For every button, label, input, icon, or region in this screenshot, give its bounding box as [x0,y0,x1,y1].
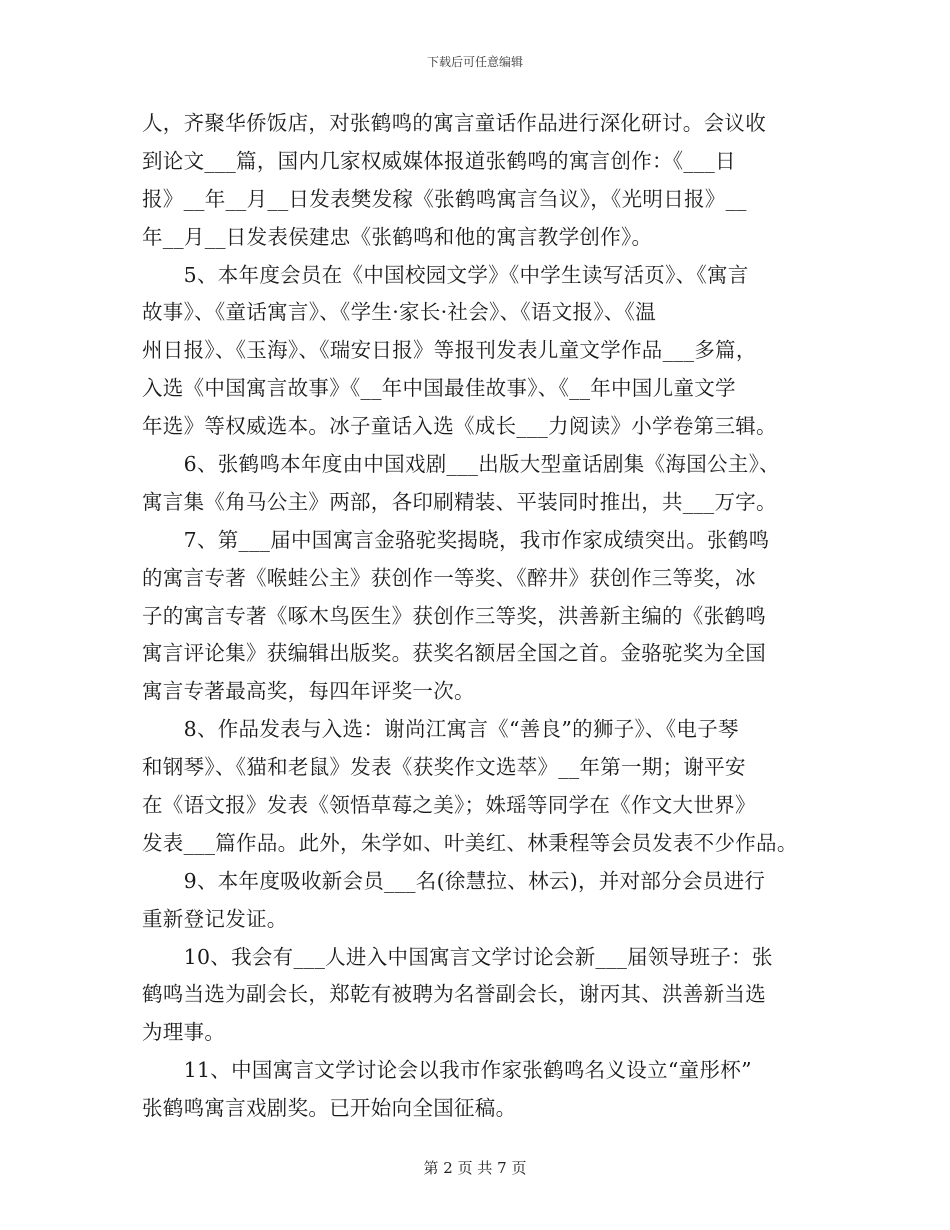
text-line: 5、本年度会员在《中国校园文学》《中学生读写活页》、《寓言 [142,262,749,287]
text-line: 人，齐聚华侨饭店，对张鹤鸣的寓言童话作品进行深化研讨。会议收 [142,111,766,135]
text-line: 寓言专著最高奖，每四年评奖一次。 [142,679,475,704]
text-line: 年__月__日发表侯建忠《张鹤鸣和他的寓言教学创作》。 [142,224,653,249]
text-line: 到论文___篇，国内几家权威媒体报道张鹤鸣的寓言创作：《___日 [142,148,736,173]
text-line: 子的寓言专著《啄木鸟医生》获创作三等奖，洪善新主编的《张鹤鸣 [142,603,766,628]
text-line: 7、第___届中国寓言金骆驼奖揭晓，我市作家成绩突出。张鹤鸣 [142,527,770,552]
text-line: 年选》等权威选本。冰子童话入选《成长___力阅读》小学卷第三辑。 [142,414,777,439]
text-line: 报》__年__月__日发表樊发稼《张鹤鸣寓言刍议》，《光明日报》__ [142,186,747,211]
text-line: 重新登记发证。 [142,906,288,931]
page-header-note: 下载后可任意编辑 [426,55,523,69]
text-line: 6、张鹤鸣本年度由中国戏剧___出版大型童话剧集《海国公主》、 [142,452,780,477]
text-line: 故事》、《童话寓言》、《学生·家长·社会》、《语文报》、《温 [142,300,657,325]
text-line: 10、我会有___人进入中国寓言文学讨论会新___届领导班子：张 [142,944,773,969]
text-line: 寓言评论集》获编辑出版奖。获奖名额居全国之首。金骆驼奖为全国 [142,641,766,666]
text-line: 发表___篇作品。此外，朱学如、叶美红、林秉程等会员发表不少作品。 [142,830,798,855]
text-line: 9、本年度吸收新会员___名(徐慧拉、林云)，并对部分会员进行 [142,868,766,893]
page-number-footer: 第 2 页 共 7 页 [423,1159,527,1177]
text-line: 和钢琴》、《猫和老鼠》发表《获奖作文选萃》__年第一期；谢平安 [142,755,746,780]
document-body [142,105,832,1128]
text-line: 寓言集《角马公主》两部，各印刷精装、平装同时推出，共___万字。 [142,489,777,514]
text-line: 州日报》、《玉海》、《瑞安日报》等报刊发表儿童文学作品___多篇， [142,338,757,363]
text-line: 8、作品发表与入选：谢尚江寓言《“善良”的狮子》、《电子琴 [142,717,739,742]
text-line: 张鹤鸣寓言戏剧奖。已开始向全国征稿。 [142,1096,517,1121]
text-line: 的寓言专著《喉蛙公主》获创作一等奖、《醉井》获创作三等奖，冰 [142,565,756,590]
text-line: 入选《中国寓言故事》《__年中国最佳故事》、《__年中国儿童文学 [142,376,736,401]
text-line: 为理事。 [142,1020,226,1045]
text-line: 11、中国寓言文学讨论会以我市作家张鹤鸣名义设立“童彤杯” [142,1058,752,1083]
text-line: 鹤鸣当选为副会长，郑乾有被聘为名誉副会长，谢丙其、洪善新当选 [142,982,766,1007]
text-line: 在《语文报》发表《领悟草莓之美》；姝瑶等同学在《作文大世界》 [142,793,756,818]
